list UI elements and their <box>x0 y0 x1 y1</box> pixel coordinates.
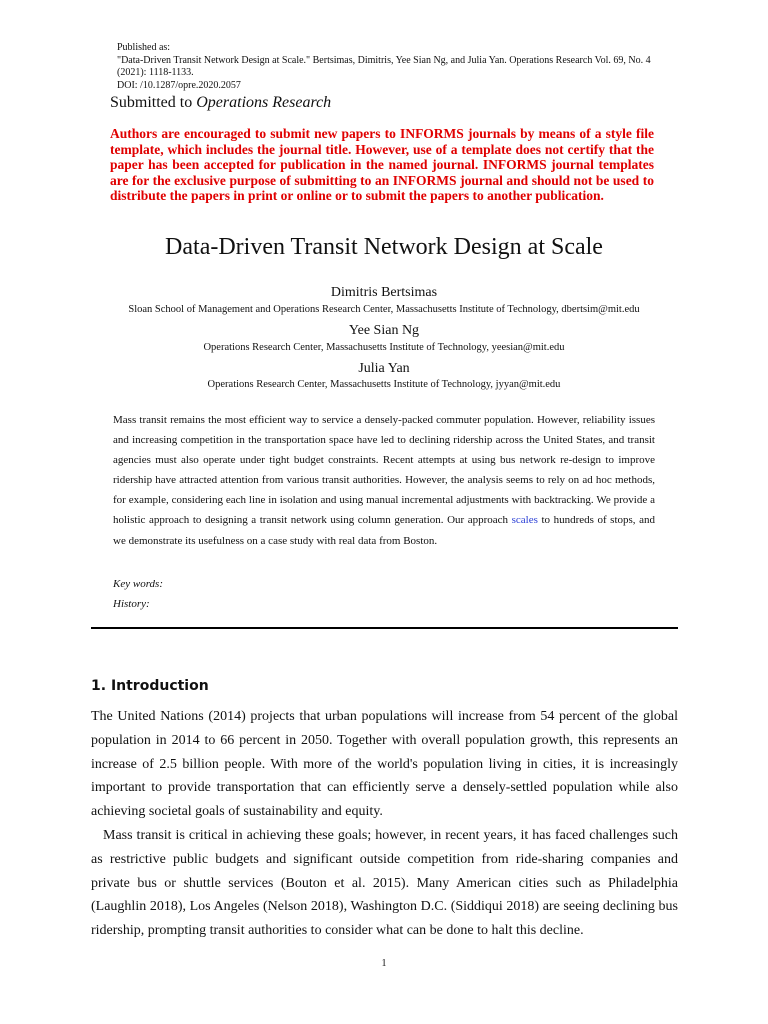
published-citation: "Data-Driven Transit Network Design at Scale." Bertsimas, Dimitris, Yee Sian Ng, and Julia Yan. Operations Research Vol. 69, No. 4 (2021): 1118-1133. <box>117 54 651 78</box>
keywords: Key words: <box>113 578 164 590</box>
published-label: Published as: <box>117 42 171 53</box>
section-divider <box>91 627 678 629</box>
history-label: History <box>113 598 146 610</box>
history: History: <box>113 598 150 610</box>
author-name: Yee Sian Ng <box>348 323 420 338</box>
submitted-to-line <box>110 94 331 112</box>
page-number: 1 <box>381 958 387 969</box>
abstract-link[interactable]: scales <box>511 514 538 527</box>
abstract <box>113 410 655 551</box>
author-affiliation: Operations Research Center, Massachusetts Institute of Technology, yeesian@mit.edu <box>203 342 565 353</box>
keywords-label: Key words <box>113 578 160 590</box>
author-name: Julia Yan <box>358 361 410 376</box>
author-affiliation: Sloan School of Management and Operations Research Center, Massachusetts Institute of Technology, dbertsim@mit.edu <box>128 304 640 315</box>
published-doi: DOI: /10.1287/opre.2020.2057 <box>117 79 241 91</box>
body-paragraph: The United Nations (2014) projects that urban populations will increase from 54 percent of the global population in 2014 to 66 percent in 2050. Together with overall population growth, this represents an increase of 2.5 billion people. With more of the world's population living in cities, it is increasingly important to provide transportation that can efficiently serve a densely-settled population while also achieving societal goals of sustainability and equity. <box>91 709 678 820</box>
paper-title: Data-Driven Transit Network Design at Scale <box>165 234 603 260</box>
section-title: Introduction <box>110 678 209 694</box>
author-name: Dimitris Bertsimas <box>330 285 438 300</box>
publication-note <box>117 42 657 92</box>
section-heading <box>91 678 209 694</box>
abstract-text: to hundreds of stops, and we demonstrate its usefulness on a case study with real data from Boston. <box>113 514 655 547</box>
submitted-prefix: Submitted to <box>110 94 193 111</box>
body-paragraph: Mass transit is critical in achieving these goals; however, in recent years, it has faced challenges such as restrictive public budgets and significant outside competition from ride-sharing companies and private bus or shuttle services (Bouton et al. 2015). Many American cities such as Philadelphia (Laughlin 2018), Los Angeles (Nelson 2018), Washington D.C. (Siddiqui 2018) are seeing declining bus ridership, prompting transit authorities to consider what can be done to halt this decline. <box>91 828 678 939</box>
journal-name: Operations Research <box>196 94 332 111</box>
abstract-text: Mass transit remains the most efficient way to service a densely-packed commuter population. However, reliability issues and increasing competition in the transportation space have led to declining ridership across the United States, and transit agencies must also operate under tight budget constraints. Recent attempts at using bus network re-design to improve ridership have attracted attention from various transit authorities. However, the analysis seems to rely on ad hoc methods, for example, considering each line in isolation and using manual incremental adjustments with backtracking. We provide a holistic approach to designing a transit network using column generation. Our approach <box>113 414 655 527</box>
author-affiliation: Operations Research Center, Massachusetts Institute of Technology, jyyan@mit.edu <box>207 379 561 390</box>
section-number: 1. <box>91 678 107 694</box>
informs-notice: Authors are encouraged to submit new papers to INFORMS journals by means of a style file template, which includes the journal title. However, use of a template does not certify that the paper has been accepted for publication in the named journal. INFORMS journal templates are for the exclusive purpose of submitting to an INFORMS journal and should not be used to distribute the papers in print or online or to submit the papers to another publication. <box>110 126 654 203</box>
